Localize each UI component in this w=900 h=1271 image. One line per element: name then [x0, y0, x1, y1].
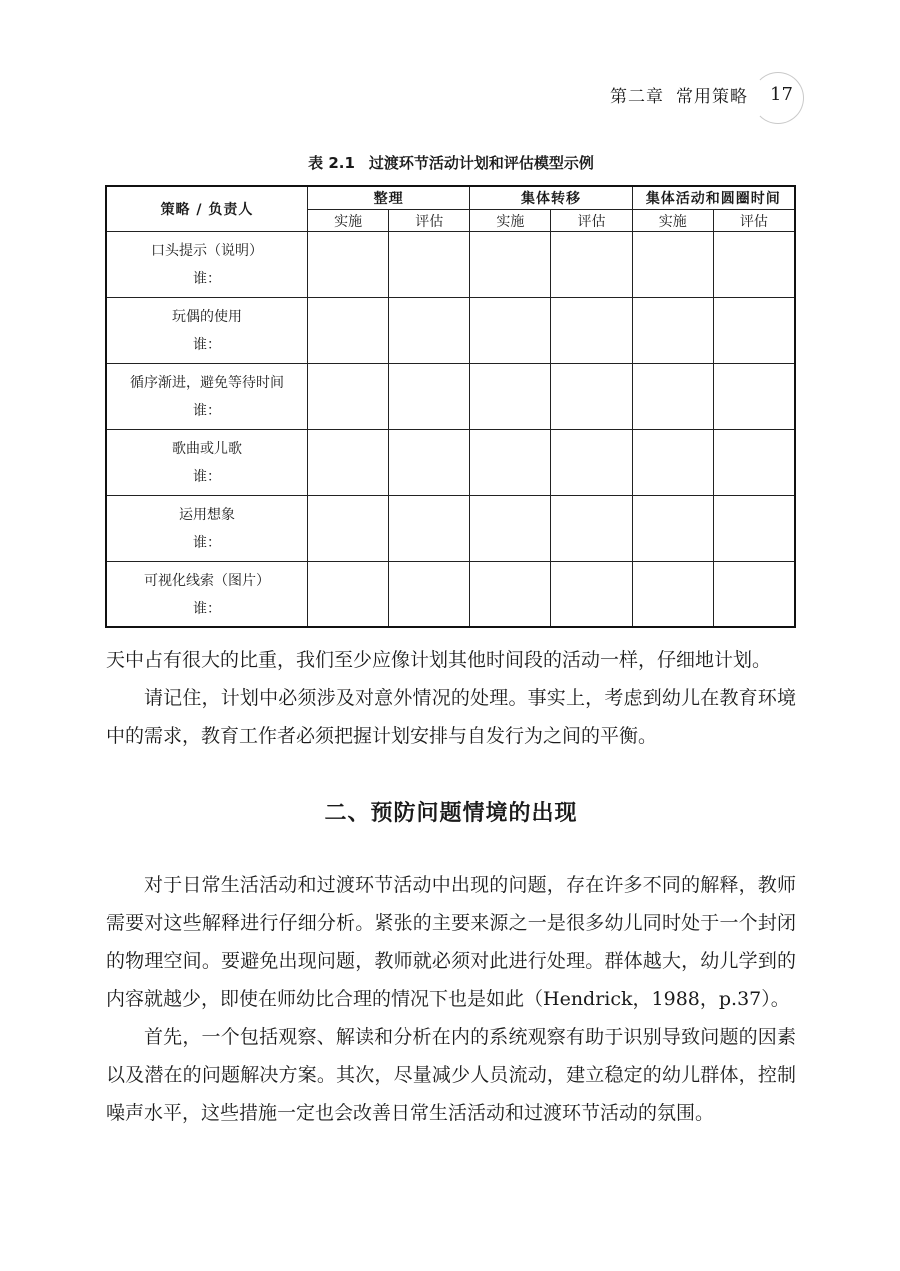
paragraph: 首先，一个包括观察、解读和分析在内的系统观察有助于识别导致问题的因素以及潜在的问题解决方案。其次，尽量减少人员流动，建立稳定的幼儿群体，控制噪声水平，这些措施一定也会改善日常生活活动和过渡环节活动的氛围。	[106, 1026, 796, 1124]
empty-cell	[713, 430, 794, 496]
strategy-label: 歌曲或儿歌	[172, 440, 242, 457]
empty-cell	[551, 232, 632, 298]
empty-cell	[632, 430, 713, 496]
empty-cell	[713, 232, 794, 298]
chapter-label: 第二章	[610, 87, 664, 107]
empty-cell	[713, 496, 794, 562]
subheader-evaluate: 评估	[713, 210, 794, 232]
table-caption-number: 表 2.1	[308, 154, 355, 172]
empty-cell	[713, 364, 794, 430]
empty-cell	[470, 430, 551, 496]
empty-cell	[551, 430, 632, 496]
empty-cell	[632, 562, 713, 628]
strategy-label: 可视化线索（图片）	[144, 572, 270, 589]
empty-cell	[551, 562, 632, 628]
empty-cell	[389, 562, 470, 628]
section-heading: 二、预防问题情境的出现	[324, 801, 578, 826]
empty-cell	[632, 298, 713, 364]
empty-cell	[551, 298, 632, 364]
running-header	[610, 82, 748, 107]
empty-cell	[470, 364, 551, 430]
empty-cell	[551, 496, 632, 562]
empty-cell	[308, 496, 389, 562]
strategy-cell	[107, 562, 308, 628]
empty-cell	[470, 298, 551, 364]
chapter-title: 常用策略	[676, 87, 748, 107]
empty-cell	[713, 298, 794, 364]
plan-evaluation-table	[106, 186, 795, 628]
empty-cell	[308, 364, 389, 430]
empty-cell	[389, 298, 470, 364]
empty-cell	[308, 232, 389, 298]
strategy-cell	[107, 496, 308, 562]
table-caption	[106, 152, 796, 173]
table-row	[107, 364, 795, 430]
corner-header: 策略 / 负责人	[107, 187, 308, 232]
strategy-cell	[107, 364, 308, 430]
table-row	[107, 562, 795, 628]
who-label: 谁：	[193, 600, 221, 617]
table-caption-title: 过渡环节活动计划和评估模型示例	[368, 154, 594, 172]
body-text-bottom	[106, 866, 796, 1132]
who-label: 谁：	[193, 534, 221, 551]
page-number: 17	[770, 84, 793, 105]
subheader-implement: 实施	[632, 210, 713, 232]
empty-cell	[632, 232, 713, 298]
table-row	[107, 298, 795, 364]
empty-cell	[308, 430, 389, 496]
empty-cell	[470, 562, 551, 628]
group-header-circle-time: 集体活动和圆圈时间	[632, 187, 794, 210]
empty-cell	[389, 232, 470, 298]
subheader-evaluate: 评估	[551, 210, 632, 232]
subheader-implement: 实施	[470, 210, 551, 232]
empty-cell	[389, 364, 470, 430]
who-label: 谁：	[193, 468, 221, 485]
subheader-evaluate: 评估	[389, 210, 470, 232]
strategy-label: 口头提示（说明）	[151, 242, 263, 259]
strategy-cell	[107, 232, 308, 298]
strategy-label: 玩偶的使用	[172, 308, 242, 325]
table-header-row	[107, 187, 795, 210]
who-label: 谁：	[193, 270, 221, 287]
table-row	[107, 430, 795, 496]
paragraph: 天中占有很大的比重，我们至少应像计划其他时间段的活动一样，仔细地计划。	[106, 649, 772, 671]
empty-cell	[470, 496, 551, 562]
empty-cell	[308, 298, 389, 364]
empty-cell	[470, 232, 551, 298]
strategy-label: 循序渐进，避免等待时间	[130, 374, 284, 391]
subheader-implement: 实施	[308, 210, 389, 232]
table-row	[107, 496, 795, 562]
strategy-cell	[107, 298, 308, 364]
paragraph: 对于日常生活活动和过渡环节活动中出现的问题，存在许多不同的解释，教师需要对这些解释进行仔细分析。紧张的主要来源之一是很多幼儿同时处于一个封闭的物理空间。要避免出现问题，教师就必须对此进行处理。群体越大，幼儿学到的内容就越少，即使在师幼比合理的情况下也是如此（Hendrick，1988，p.37）。	[106, 874, 796, 1010]
empty-cell	[713, 562, 794, 628]
empty-cell	[632, 496, 713, 562]
body-text-top	[106, 641, 796, 755]
group-header-transfer: 集体转移	[470, 187, 632, 210]
paragraph: 请记住，计划中必须涉及对意外情况的处理。事实上，考虑到幼儿在教育环境中的需求，教育工作者必须把握计划安排与自发行为之间的平衡。	[106, 687, 796, 747]
who-label: 谁：	[193, 402, 221, 419]
empty-cell	[389, 496, 470, 562]
empty-cell	[551, 364, 632, 430]
who-label: 谁：	[193, 336, 221, 353]
table-row	[107, 232, 795, 298]
strategy-cell	[107, 430, 308, 496]
group-header-tidy: 整理	[308, 187, 470, 210]
empty-cell	[308, 562, 389, 628]
strategy-label: 运用想象	[179, 506, 235, 523]
empty-cell	[389, 430, 470, 496]
empty-cell	[632, 364, 713, 430]
